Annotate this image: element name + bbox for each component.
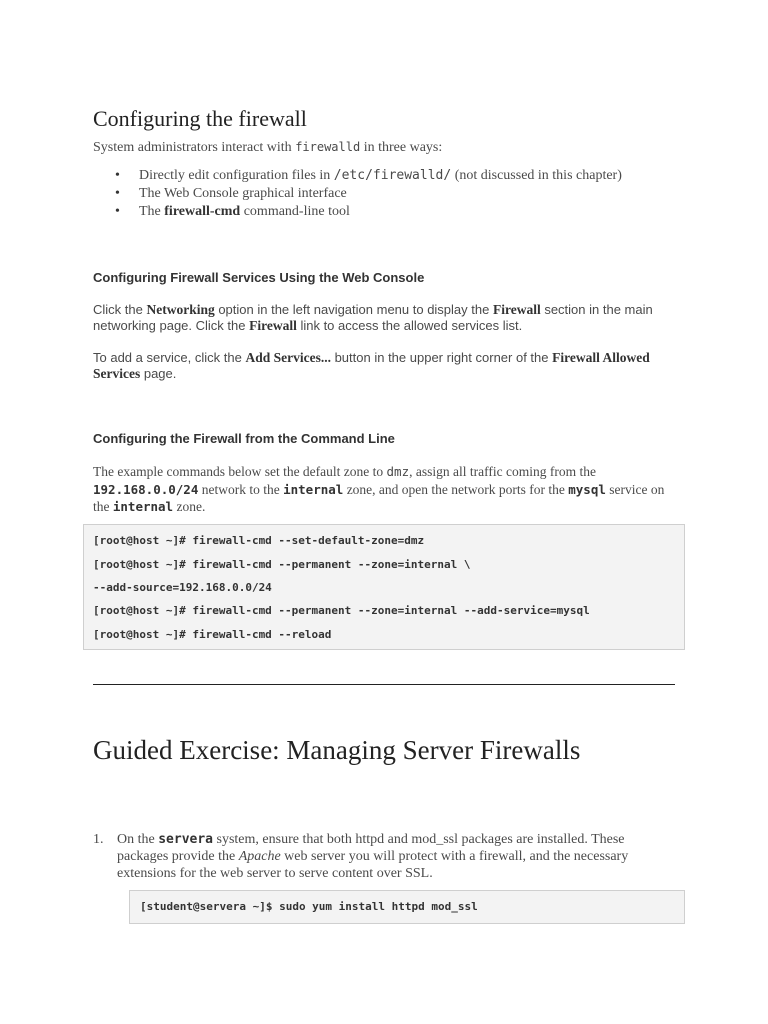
list-item [139,167,622,185]
text: system, ensure that both httpd and mod_ssl packages are installed. These packages provide the [117,832,625,864]
text: zone, and open the network ports for the [343,481,569,497]
command-line-paragraph [93,463,683,516]
text: page. [140,366,177,381]
text: The example commands below set the default zone to [93,464,387,479]
bold-add-services: Add Services... [245,350,331,365]
web-console-paragraph-2 [93,350,683,382]
bullet3-text-a: The [139,204,165,219]
list-item [139,203,622,221]
text: , assign all traffic coming from the [409,464,596,479]
text: To add a service, click the [93,350,246,365]
list-item [139,185,622,203]
code-subnet: 192.168.0.0/24 [93,481,199,497]
code-internal: internal [283,481,344,497]
horizontal-divider [93,684,675,685]
intro-text-a: System administrators interact with [93,140,296,155]
code-servera: servera [158,832,214,847]
text: service on the [93,481,665,514]
bold-firewall: Firewall [492,302,541,317]
code-line: [root@host ~]# firewall-cmd --reload [93,628,332,641]
section-title-command-line: Configuring the Firewall from the Command Line [93,431,395,446]
bullet3-bold: firewall-cmd [164,204,241,219]
text: button in the upper right corner of the [330,350,553,365]
italic-apache: Apache [238,849,281,864]
code-line: [student@servera ~]$ sudo yum install httpd mod_ssl [140,900,478,913]
section-title-web-console: Configuring Firewall Services Using the Web Console [93,270,425,285]
code-line: [root@host ~]# firewall-cmd --permanent --zone=internal \ [93,558,471,571]
bullet1-text-b: (not discussed in this chapter) [451,168,622,183]
text: web server you will protect with a firewall, and the necessary extensions for the web server to serve content over SSL. [117,849,629,881]
text: section in the main networking page. Click the [93,302,653,333]
code-dmz: dmz [386,464,410,479]
text: network to the [198,481,284,497]
text: link to access the allowed services list. [296,318,523,333]
bullet1-code: /etc/firewalld/ [333,168,452,183]
intro-text-b: in three ways: [360,140,443,155]
text: On the [117,832,159,847]
code-mysql: mysql [568,481,606,497]
bold-networking: Networking [146,302,215,317]
exercise-step-1 [93,831,657,882]
text: option in the left navigation menu to display the [214,302,493,317]
command-code-block [83,524,685,650]
intro-code-firewalld: firewalld [295,140,361,154]
bold-firewall-link: Firewall [249,318,297,333]
bullet2-text: The Web Console graphical interface [139,186,347,201]
code-line: --add-source=192.168.0.0/24 [93,581,272,594]
code-line: [root@host ~]# firewall-cmd --permanent --zone=internal --add-service=mysql [93,604,590,617]
text: zone. [173,499,206,514]
intro-paragraph [93,140,685,156]
step-number: 1. [93,832,104,847]
code-internal: internal [112,499,174,514]
install-code-block [129,890,685,924]
ways-list [93,167,622,221]
code-line: [root@host ~]# firewall-cmd --set-default-zone=dmz [93,534,425,547]
bullet3-text-b: command-line tool [240,204,350,219]
section-title-configuring-firewall: Configuring the firewall [93,106,307,131]
text: Click the [93,302,147,317]
bold-firewall-allowed-services: Firewall Allowed Services [93,350,650,381]
bullet1-text-a: Directly edit configuration files in [139,168,334,183]
guided-exercise-title: Guided Exercise: Managing Server Firewalls [93,735,581,765]
web-console-paragraph-1 [93,302,683,334]
